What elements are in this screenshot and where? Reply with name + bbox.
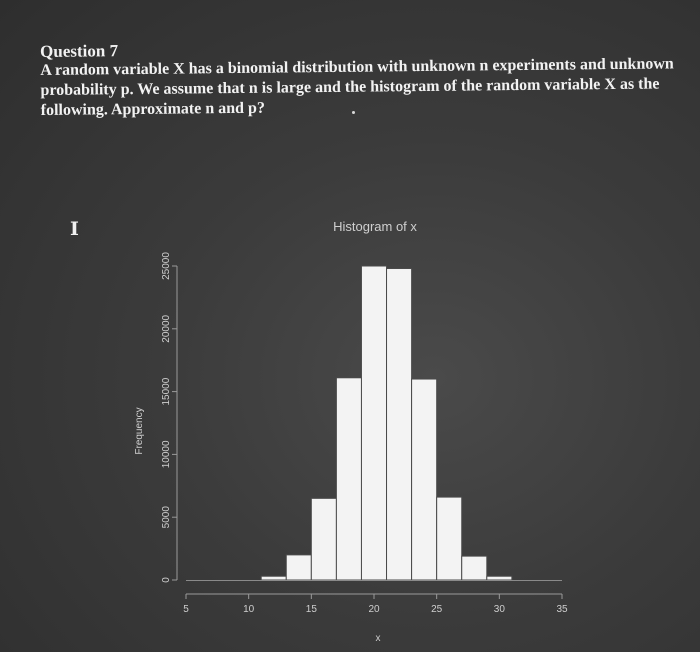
question-title: Question 7 bbox=[40, 41, 119, 61]
y-tick-label: 5000 bbox=[161, 506, 172, 529]
histogram-bar bbox=[311, 498, 336, 580]
x-tick-label: 20 bbox=[368, 604, 380, 615]
histogram-bar bbox=[361, 266, 386, 580]
x-tick-label: 15 bbox=[305, 604, 317, 615]
y-tick-label: 0 bbox=[161, 577, 172, 583]
y-tick-label: 20000 bbox=[161, 314, 172, 343]
x-tick-label: 35 bbox=[556, 604, 568, 615]
histogram-bar bbox=[336, 378, 361, 580]
histogram-bar bbox=[412, 379, 437, 580]
histogram-bar bbox=[437, 497, 462, 580]
question-text: A random variable X has a binomial distribution with unknown n experiments and unknown probability p. We assume that n is large and the histogram of the random variable X as the following. Approximate n and p? bbox=[40, 55, 674, 119]
x-tick-label: 25 bbox=[431, 604, 443, 615]
chart-title: Histogram of x bbox=[333, 219, 417, 234]
x-axis-label: x bbox=[375, 633, 381, 644]
x-tick-label: 30 bbox=[493, 604, 505, 615]
x-tick-label: 10 bbox=[243, 604, 255, 615]
histogram-bar bbox=[462, 556, 487, 580]
histogram-bar bbox=[261, 576, 286, 580]
y-tick-label: 25000 bbox=[161, 252, 172, 280]
y-tick-label: 10000 bbox=[161, 440, 172, 469]
histogram-bar bbox=[387, 269, 412, 580]
histogram-bar bbox=[286, 555, 311, 580]
y-axis-label: Frequency bbox=[134, 407, 145, 455]
text-cursor-icon: I bbox=[70, 218, 79, 240]
histogram-bar bbox=[487, 576, 512, 580]
y-tick-label: 15000 bbox=[161, 377, 172, 406]
x-tick-label: 5 bbox=[183, 604, 189, 615]
